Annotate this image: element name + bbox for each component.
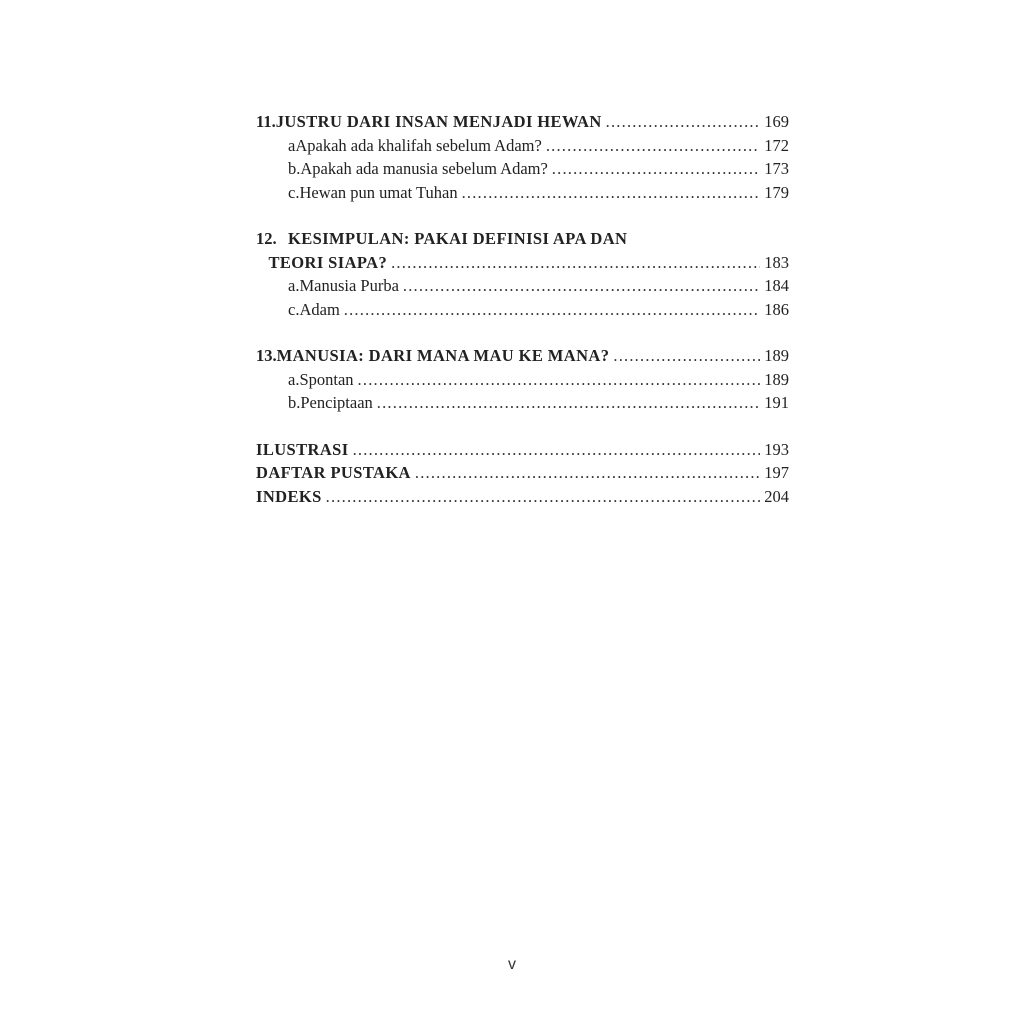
page-number: 183 — [764, 252, 789, 272]
toc-entry-chapter-12 — [256, 227, 789, 251]
leader-dots — [606, 110, 761, 134]
leader-dots — [546, 134, 760, 158]
page-number: 193 — [764, 439, 789, 459]
subentry-letter: a — [288, 135, 296, 155]
toc-subentry — [256, 391, 789, 415]
page-number: 169 — [764, 112, 789, 131]
toc-entry-ilustrasi — [256, 438, 789, 462]
toc-subentry — [256, 181, 789, 205]
section-gap — [256, 415, 789, 438]
page-number: 184 — [764, 276, 789, 295]
toc-subentry — [256, 298, 789, 322]
chapter-number: 12. — [256, 229, 277, 248]
chapter-title: MANUSIA: DARI MANA MAU KE MANA? — [276, 346, 610, 365]
leader-dots — [415, 461, 760, 485]
subentry-title: Spontan — [299, 369, 354, 389]
entry-title: INDEKS — [256, 486, 322, 506]
subentry-title: Penciptaan — [300, 393, 373, 412]
leader-dots — [391, 251, 760, 275]
chapter-number: 13. — [256, 346, 277, 365]
entry-title: ILUSTRASI — [256, 439, 349, 459]
page-footer-number: v — [508, 956, 516, 973]
leader-dots — [353, 438, 761, 462]
subentry-title: Hewan pun umat Tuhan — [299, 182, 458, 202]
leader-dots — [613, 344, 760, 368]
subentry-title: Apakah ada manusia sebelum Adam? — [300, 159, 548, 178]
leader-dots — [552, 157, 760, 181]
leader-dots — [344, 298, 760, 322]
page-number: 173 — [764, 159, 789, 178]
section-gap — [256, 204, 789, 227]
page-number: 186 — [764, 299, 789, 319]
chapter-title-line-2: TEORI SIAPA? — [268, 252, 388, 272]
toc-subentry — [256, 274, 789, 298]
chapter-title-line-1: KESIMPULAN: PAKAI DEFINISI APA DAN — [288, 229, 628, 248]
page-number: 179 — [764, 182, 789, 202]
page-number: 204 — [764, 486, 789, 506]
toc-entry-daftar-pustaka — [256, 461, 789, 485]
leader-dots — [462, 181, 761, 205]
subentry-letter: a. — [288, 369, 300, 389]
chapter-title: JUSTRU DARI INSAN MENJADI HEWAN — [275, 112, 602, 131]
leader-dots — [377, 391, 760, 415]
subentry-title: Adam — [299, 299, 340, 319]
subentry-title: Manusia Purba — [299, 276, 399, 295]
subentry-title: Apakah ada khalifah sebelum Adam? — [295, 135, 542, 155]
subentry-letter: b. — [288, 159, 301, 178]
table-of-contents — [256, 110, 789, 508]
page-number: 189 — [764, 346, 789, 365]
subentry-letter: b. — [288, 393, 301, 412]
toc-subentry — [256, 368, 789, 392]
leader-dots — [326, 485, 761, 509]
section-gap — [256, 321, 789, 344]
toc-subentry — [256, 134, 789, 158]
page-number: 172 — [764, 135, 789, 155]
toc-entry-chapter-11 — [256, 110, 789, 134]
toc-entry-chapter-13 — [256, 344, 789, 368]
leader-dots — [403, 274, 760, 298]
subentry-letter: a. — [288, 276, 300, 295]
subentry-letter: c. — [288, 299, 300, 319]
page-number: 191 — [764, 393, 789, 412]
toc-subentry — [256, 157, 789, 181]
toc-entry-chapter-12-continued — [256, 251, 789, 275]
subentry-letter: c. — [288, 182, 300, 202]
page-number: 197 — [764, 463, 789, 482]
entry-title: DAFTAR PUSTAKA — [256, 463, 411, 482]
leader-dots — [358, 368, 761, 392]
toc-entry-indeks — [256, 485, 789, 509]
chapter-number: 11. — [256, 112, 276, 131]
page-number: 189 — [764, 369, 789, 389]
